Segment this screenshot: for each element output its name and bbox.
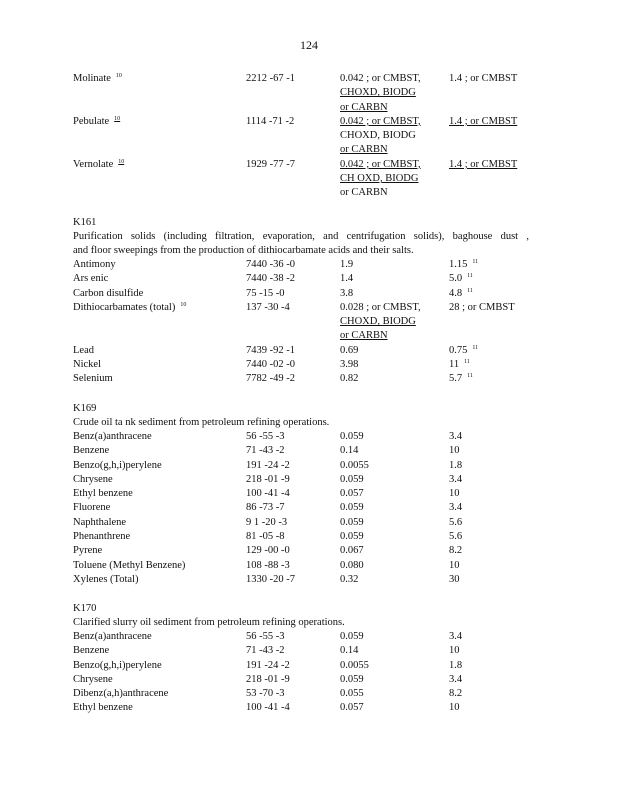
table-row bbox=[73, 501, 543, 515]
nonwastewater-standard: 11 $^{11}$ bbox=[449, 359, 470, 371]
waste-code: K161 bbox=[73, 217, 97, 228]
waste-description: Purification solids (including filtration, evaporation, and centrifugation solids), baghouse dust , bbox=[73, 231, 529, 242]
table-row bbox=[73, 459, 543, 473]
wastewater-standard-cont: or CARBN bbox=[340, 144, 388, 156]
cas-number: 191 -24 -2 bbox=[246, 459, 290, 471]
table-row bbox=[73, 258, 543, 272]
cas-number: 137 -30 -4 bbox=[246, 301, 290, 313]
wastewater-standard: 0.067 bbox=[340, 545, 364, 557]
constituent-name: Carbon disulfide bbox=[73, 287, 144, 299]
wastewater-standard: 0.059 bbox=[340, 531, 364, 543]
table-row bbox=[73, 287, 543, 301]
constituent-name: Pyrene bbox=[73, 545, 103, 557]
constituent-name: Dibenz(a,h)anthracene bbox=[73, 688, 169, 700]
constituent-name: Xylenes (Total) bbox=[73, 573, 139, 585]
nonwastewater-standard: 5.7 $^{11}$ bbox=[449, 373, 473, 385]
wastewater-standard: 0.14 bbox=[340, 445, 359, 457]
wastewater-standard: 0.82 bbox=[340, 373, 359, 385]
wastewater-standard: 0.059 bbox=[340, 673, 364, 685]
table-row bbox=[73, 272, 543, 286]
wastewater-standard: 0.042 ; or CMBST, bbox=[340, 115, 421, 127]
table-row bbox=[73, 516, 543, 530]
cas-number: 1929 -77 -7 bbox=[246, 158, 295, 170]
wastewater-standard: 0.059 bbox=[340, 516, 364, 528]
nonwastewater-standard: 1.4 ; or CMBST bbox=[449, 115, 518, 127]
cas-number: 7440 -02 -0 bbox=[246, 359, 295, 371]
cas-number: 7440 -36 -0 bbox=[246, 259, 295, 270]
waste-description: Clarified slurry oil sediment from petroleum refining operations. bbox=[73, 617, 345, 628]
wastewater-standard: 0.059 bbox=[340, 631, 364, 642]
cas-number: 218 -01 -9 bbox=[246, 473, 290, 485]
waste-description: and floor sweepings from the production of dithiocarbamate acids and their salts. bbox=[73, 245, 414, 256]
constituent-name: Vernolate $^{10}$ bbox=[73, 158, 125, 170]
wastewater-standard: 0.0055 bbox=[340, 659, 369, 671]
page-number: 124 bbox=[300, 38, 318, 52]
wastewater-standard: 0.080 bbox=[340, 559, 364, 571]
table-row bbox=[73, 673, 543, 687]
cas-number: 7782 -49 -2 bbox=[246, 373, 295, 385]
constituent-name: Ars enic bbox=[73, 273, 109, 285]
cas-number: 71 -43 -2 bbox=[246, 445, 285, 457]
wastewater-standard-cont: CHOXD, BIODG bbox=[340, 87, 416, 99]
table-row bbox=[73, 115, 543, 129]
cas-number: 100 -41 -4 bbox=[246, 488, 290, 500]
wastewater-standard: 0.042 ; or CMBST, bbox=[340, 73, 421, 84]
table-row bbox=[73, 473, 543, 487]
table-row bbox=[73, 358, 543, 372]
wastewater-standard-cont: or CARBN bbox=[340, 330, 388, 342]
cas-number: 7440 -38 -2 bbox=[246, 273, 295, 285]
constituent-name: Nickel bbox=[73, 359, 101, 371]
nonwastewater-standard: 8.2 bbox=[449, 688, 463, 700]
nonwastewater-standard: 30 bbox=[449, 573, 460, 585]
constituent-name: Benzo(g,h,i)perylene bbox=[73, 459, 162, 471]
nonwastewater-standard: 10 bbox=[449, 445, 460, 457]
wastewater-standard-cont: CH OXD, BIODG bbox=[340, 173, 419, 185]
nonwastewater-standard: 1.8 bbox=[449, 659, 463, 671]
constituent-name: Lead bbox=[73, 344, 94, 356]
cas-number: 100 -41 -4 bbox=[246, 702, 290, 714]
nonwastewater-standard: 1.15 $^{11}$ bbox=[449, 259, 479, 270]
cas-number: 56 -55 -3 bbox=[246, 431, 285, 442]
wastewater-standard: 3.98 bbox=[340, 359, 359, 371]
cas-number: 1330 -20 -7 bbox=[246, 573, 295, 585]
wastewater-standard: 0.059 bbox=[340, 502, 364, 514]
cas-number: 75 -15 -0 bbox=[246, 287, 285, 299]
constituent-name: Benzene bbox=[73, 445, 110, 457]
constituent-name: Pebulate $^{10}$ bbox=[73, 115, 121, 127]
waste-code: K170 bbox=[73, 603, 97, 614]
constituent-name: Benz(a)anthracene bbox=[73, 431, 152, 442]
table-row bbox=[73, 301, 543, 315]
table-row bbox=[73, 158, 543, 172]
wastewater-standard: 0.059 bbox=[340, 473, 364, 485]
wastewater-standard: 0.32 bbox=[340, 573, 359, 585]
nonwastewater-standard: 0.75 $^{11}$ bbox=[449, 344, 479, 356]
nonwastewater-standard: 10 bbox=[449, 488, 460, 500]
nonwastewater-standard: 5.6 bbox=[449, 516, 463, 528]
nonwastewater-standard: 5.0 $^{11}$ bbox=[449, 273, 473, 285]
table-row bbox=[73, 72, 543, 86]
wastewater-standard: 0.057 bbox=[340, 702, 364, 714]
cas-number: 1114 -71 -2 bbox=[246, 115, 295, 127]
constituent-name: Chrysene bbox=[73, 473, 113, 485]
constituent-name: Antimony bbox=[73, 259, 116, 270]
constituent-name: Ethyl benzene bbox=[73, 488, 133, 500]
table-row bbox=[73, 559, 543, 573]
wastewater-standard-cont: or CARBN bbox=[340, 101, 388, 113]
wastewater-standard-cont: or CARBN bbox=[340, 187, 388, 199]
wastewater-standard: 0.055 bbox=[340, 688, 364, 700]
table-row bbox=[73, 644, 543, 658]
constituent-name: Dithiocarbamates (total) $^{10}$ bbox=[73, 301, 187, 313]
k169-section bbox=[73, 402, 543, 587]
table-row bbox=[73, 659, 543, 673]
wastewater-standard: 0.059 bbox=[340, 431, 364, 442]
nonwastewater-standard: 10 bbox=[449, 702, 460, 714]
wastewater-standard: 0.14 bbox=[340, 645, 359, 657]
nonwastewater-standard: 1.8 bbox=[449, 459, 463, 471]
wastewater-standard: 3.8 bbox=[340, 287, 354, 299]
wastewater-standard: 0.028 ; or CMBST, bbox=[340, 301, 421, 313]
wastewater-standard: 0.0055 bbox=[340, 459, 369, 471]
nonwastewater-standard: 5.6 bbox=[449, 531, 463, 543]
constituent-name: Naphthalene bbox=[73, 516, 127, 528]
cas-number: 108 -88 -3 bbox=[246, 559, 290, 571]
wastewater-standard: 0.057 bbox=[340, 488, 364, 500]
k161-section bbox=[73, 216, 543, 387]
constituent-name: Toluene (Methyl Benzene) bbox=[73, 559, 186, 571]
constituent-name: Benzene bbox=[73, 645, 110, 657]
cas-number: 2212 -67 -1 bbox=[246, 73, 295, 84]
waste-description: Crude oil ta nk sediment from petroleum refining operations. bbox=[73, 417, 330, 428]
k170-section bbox=[73, 602, 543, 716]
nonwastewater-standard: 8.2 bbox=[449, 545, 463, 557]
wastewater-standard: 0.042 ; or CMBST, bbox=[340, 158, 421, 170]
constituent-name: Benz(a)anthracene bbox=[73, 631, 152, 642]
waste-code: K169 bbox=[73, 403, 97, 414]
nonwastewater-standard: 3.4 bbox=[449, 631, 463, 642]
table-row bbox=[73, 530, 543, 544]
nonwastewater-standard: 10 bbox=[449, 559, 460, 571]
table-row bbox=[73, 573, 543, 587]
constituent-name: Molinate $^{10}$ bbox=[73, 73, 122, 84]
table-row bbox=[73, 687, 543, 701]
cas-number: 9 1 -20 -3 bbox=[246, 516, 288, 528]
nonwastewater-standard: 3.4 bbox=[449, 473, 463, 485]
constituent-name: Selenium bbox=[73, 373, 113, 385]
nonwastewater-standard: 4.8 $^{11}$ bbox=[449, 287, 473, 299]
wastewater-standard: 0.69 bbox=[340, 344, 359, 356]
nonwastewater-standard: 1.4 ; or CMBST bbox=[449, 73, 518, 84]
cas-number: 218 -01 -9 bbox=[246, 673, 290, 685]
cas-number: 7439 -92 -1 bbox=[246, 344, 295, 356]
nonwastewater-standard: 1.4 ; or CMBST bbox=[449, 158, 518, 170]
nonwastewater-standard: 3.4 bbox=[449, 431, 463, 442]
cas-number: 129 -00 -0 bbox=[246, 545, 290, 557]
cas-number: 71 -43 -2 bbox=[246, 645, 285, 657]
nonwastewater-standard: 3.4 bbox=[449, 673, 463, 685]
table-row bbox=[73, 487, 543, 501]
table-row bbox=[73, 544, 543, 558]
wastewater-standard-cont: CHOXD, BIODG bbox=[340, 316, 416, 328]
nonwastewater-standard: 28 ; or CMBST bbox=[449, 301, 515, 313]
wastewater-standard-cont: CHOXD, BIODG bbox=[340, 130, 416, 142]
cas-number: 86 -73 -7 bbox=[246, 502, 285, 514]
constituent-name: Ethyl benzene bbox=[73, 702, 133, 714]
wastewater-standard: 1.4 bbox=[340, 273, 354, 285]
nonwastewater-standard: 3.4 bbox=[449, 502, 463, 514]
table-row bbox=[73, 430, 543, 444]
constituent-name: Fluorene bbox=[73, 502, 111, 514]
top-constituents-section bbox=[73, 72, 543, 201]
constituent-name: Benzo(g,h,i)perylene bbox=[73, 659, 162, 671]
nonwastewater-standard: 10 bbox=[449, 645, 460, 657]
cas-number: 56 -55 -3 bbox=[246, 631, 285, 642]
constituent-name: Chrysene bbox=[73, 673, 113, 685]
table-row bbox=[73, 344, 543, 358]
constituent-name: Phenanthrene bbox=[73, 531, 131, 543]
table-row bbox=[73, 372, 543, 386]
table-row bbox=[73, 630, 543, 644]
cas-number: 81 -05 -8 bbox=[246, 531, 285, 543]
table-row bbox=[73, 701, 543, 715]
wastewater-standard: 1.9 bbox=[340, 259, 354, 270]
cas-number: 53 -70 -3 bbox=[246, 688, 285, 700]
table-row bbox=[73, 444, 543, 458]
cas-number: 191 -24 -2 bbox=[246, 659, 290, 671]
